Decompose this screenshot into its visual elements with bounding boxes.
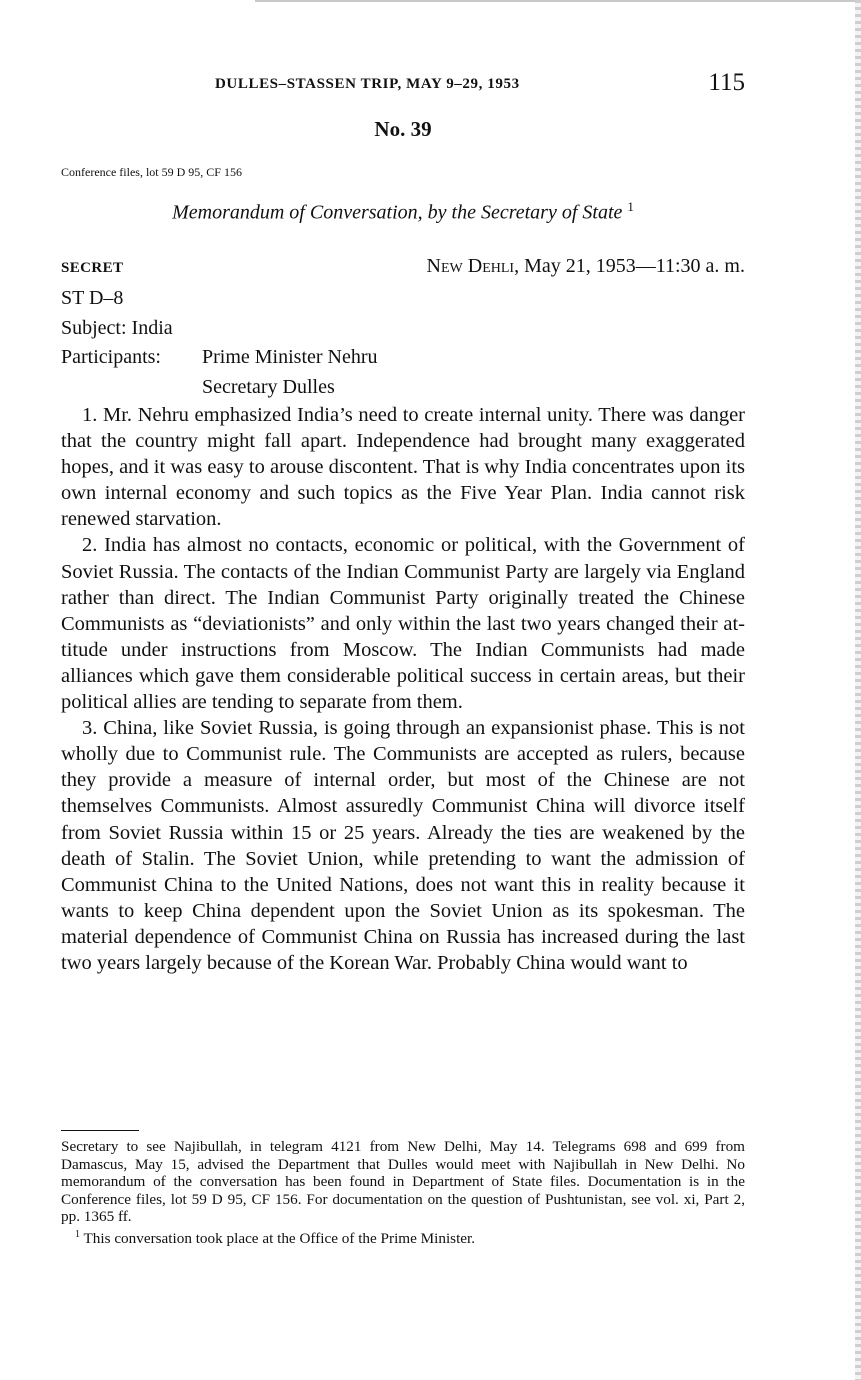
footnote-1 bbox=[61, 1226, 745, 1248]
running-title: DULLES–STASSEN TRIP, MAY 9–29, 1953 bbox=[215, 76, 520, 92]
footnotes bbox=[61, 1138, 745, 1248]
classification-label: SECRET bbox=[61, 260, 124, 276]
title-footnote-ref: 1 bbox=[627, 199, 634, 214]
document-number: No. 39 bbox=[374, 117, 432, 141]
dateline-place: New Dehli, bbox=[426, 255, 520, 277]
paragraph-2: 2. India has almost no contacts, economic or political, with the Government of Soviet Russia. The contacts of the Indian Communist Party are largely via England rather than direct. The Indian Communist Party originally treated the Chinese Communists as “deviationists” and only within the last two years changed their attitude under instructions from Moscow. The Indian Communists had made alliances which gave them considerable political success in certain areas, but their political allies are tending to separate from them. bbox=[61, 534, 745, 714]
document-title bbox=[61, 199, 745, 225]
document-title-text: Memorandum of Conversation, by the Secretary of State bbox=[172, 201, 623, 224]
footnote-divider bbox=[61, 1130, 139, 1131]
running-head bbox=[61, 69, 745, 100]
memorandum-body bbox=[61, 402, 745, 976]
paragraph-3: 3. China, like Soviet Russia, is going through an expansionist phase. This is not wholly due to Communist rule. The Communists are accepted as rulers, because they provide a measure of internal order, but most of the Chinese are not themselves Communists. Almost assuredly Communist China will divorce itself from Soviet Russia within 15 or 25 years. Already the ties are weakened by the death of Stalin. The Soviet Union, while pretending to want the admission of Communist China to the United Nations, does not want this in reality because it wants to keep China dependent upon the Soviet Union as its spokesman. The material dependence of Communist China on Russia has increased during the last two years largely because of the Korean War. Probably China would want to bbox=[61, 717, 745, 974]
scan-right-edge bbox=[855, 0, 861, 1380]
paragraph-1: 1. Mr. Nehru emphasized India’s need to create internal unity. There was danger that the country might fall apart. Independence had brought many exaggerated hopes, and it was easy to arouse discontent. That is why India concentrates upon its own internal economy and such topics as the Five Year Plan. India cannot risk renewed starvation. bbox=[61, 404, 745, 531]
dateline bbox=[427, 255, 745, 278]
participant-nehru: Prime Minister Nehru bbox=[202, 346, 378, 368]
series-number: ST D–8 bbox=[61, 287, 124, 309]
scan-top-border bbox=[255, 0, 861, 2]
participants-label: Participants: bbox=[61, 346, 161, 368]
footnote-1-text: This conversation took place at the Office of the Prime Minister. bbox=[80, 1230, 476, 1248]
footnote-continued: Secretary to see Najibullah, in telegram 4121 from New Delhi, May 14. Telegrams 698 and 699 from Damascus, May 15, advised the Department that Dulles would meet with Najibullah in New Delhi. No memorandum of the conversation has been found in Department of State files. Documentation is in the Conference files, lot 59 D 95, CF 156. For documentation on the question of Pushtunistan, see vol. xi, Part 2, pp. 1365 ff. bbox=[61, 1138, 745, 1226]
footnote-1-marker: 1 bbox=[75, 1228, 80, 1240]
source-note: Conference files, lot 59 D 95, CF 156 bbox=[61, 165, 242, 179]
dateline-date: May 21, 1953—11:30 a. m. bbox=[519, 255, 745, 277]
page-number: 115 bbox=[708, 69, 745, 96]
subject-line: Subject: India bbox=[61, 317, 173, 339]
participant-dulles: Secretary Dulles bbox=[202, 376, 335, 398]
